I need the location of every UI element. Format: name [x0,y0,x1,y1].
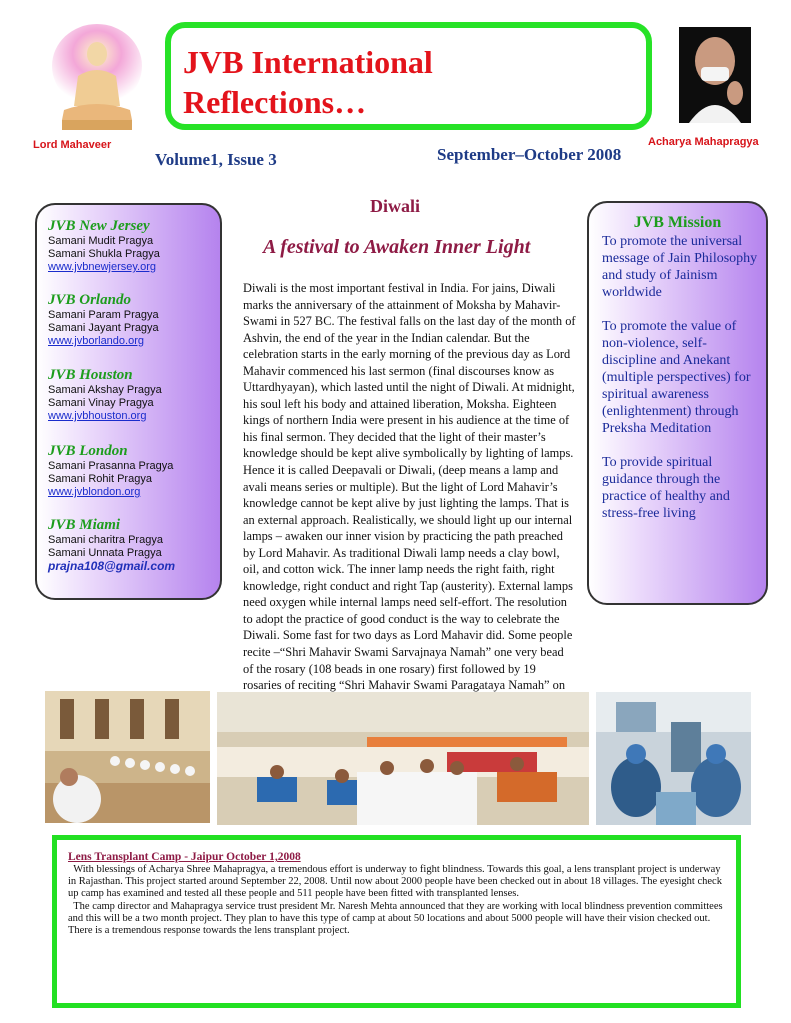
camp-body [68,864,728,937]
article-title: Diwali [370,196,421,216]
center-samani: Samani Prasanna Pragya [48,460,174,472]
mission-paragraph: To provide spiritual guidance through the practice of healthy and stress-free living [602,455,730,521]
diwali-gathering-photo [217,692,589,825]
camp-paragraph-text: With blessings of Acharya Shree Mahapragya, a tremendous effort is underway to fight blindness. Towards this goal, a lens transplant project is underway in Rajasthan. This project started around September 22, 2008. Until now about 2000 people have been checked out in about 18 villages. The eyesight check up camp has examined and tested all these people and 511 people have been fitted with transplanted lenses. [68,864,722,900]
center-miami [48,517,175,573]
center-website-link[interactable]: www.jvblondon.org [48,486,141,498]
center-heading: JVB London [48,443,128,459]
article-body: Diwali is the most important festival in India. For jains, Diwali marks the anniversary of the attainment of Moksha by Mahavir-Swami in 527 BC. The festival falls on the last day of the month of Ashvin, the end of the year in the Indian calendar. But the celebration starts in the early morning of the previous day as Lord Mahavir commenced his last sermon (final discourses know as Uttardhyayan), which lasted until the night of Diwali. At midnight, his soul left his body and attained liberation, Moksha. Eighteen kings of northern India were present in his audience at the time of his final sermon. They decided that the light of their master’s knowledge should be kept alive symbolically by lighting of lamps. Hence it is called Deepavali or Diwali, (deep means a lamp and avali means series or multiple). But the light of Lord Mahavir’s knowledge cannot be kept alive by just lighting the lamps. That is an external approach. Realistically, we should light up our internal lamps – awaken our inner vision by practicing the path preached by Lord Mahavir. As traditional Diwali lamp needs a clay bowl, oil, and cotton wick. The inner lamp needs the right faith, right knowledge, right conduct and right Tap (austerity). External lamps need oxygen while internal lamps need self-effort. The resolution to adopt the practice of good conduct is the way to celebrate the Diwali. Some fast for two days as Lord Mahavir did. Some people recite –“Shri Mahavir Swami Sarvajnaya Namah” one very bead of the rosary (108 beads in one rosary) first followed by 19 rosaries of reciting “Shri Mahavir Swami Paragataya Namah” on [243,281,576,693]
discourse-hall-photo [45,691,210,823]
center-samani: Samani Mudit Pragya [48,235,154,247]
center-website-link[interactable]: www.jvborlando.org [48,335,144,347]
center-heading: JVB Orlando [48,292,131,308]
center-samani: Samani Unnata Pragya [48,547,162,559]
center-samani: Samani Rohit Pragya [48,473,152,485]
center-website-link[interactable]: www.jvbnewjersey.org [48,261,157,273]
camp-title: Lens Transplant Camp - Jaipur October 1,2008 [68,851,301,863]
center-samani: Samani charitra Pragya [48,534,163,546]
lord-mahaveer-caption: Lord Mahaveer [33,139,112,151]
center-heading: JVB Houston [48,367,133,383]
acharya-mahapragya-photo [679,27,751,123]
camp-paragraph [68,901,728,938]
center-samani: Samani Param Pragya [48,309,159,321]
title-line-2: Reflections… [183,84,367,120]
acharya-caption: Acharya Mahapragya [648,136,759,148]
center-orlando [48,292,159,348]
volume-issue: Volume1, Issue 3 [155,150,277,169]
camp-paragraph-text: The camp director and Mahapragya service trust president Mr. Naresh Mehta announced that they are working with local blindness prevention committees and this will be a two month project. They plan to have this type of camp at about 50 locations and about 5000 people will have their vision checked out. There is a tremendous response towards the lens transplant project. [68,900,723,937]
eye-surgery-photo [596,692,751,825]
center-website-link[interactable]: www.jvbhouston.org [48,410,147,422]
center-samani: Samani Akshay Pragya [48,384,162,396]
mission-paragraph: To promote the universal message of Jain Philosophy and study of Jainism worldwide [602,234,758,300]
center-samani: Samani Shukla Pragya [48,248,160,260]
center-samani: Samani Jayant Pragya [48,322,159,334]
mission-text [602,233,758,539]
lord-mahaveer-image [48,24,146,134]
center-heading: JVB New Jersey [48,218,150,234]
issue-date: September–October 2008 [437,145,622,164]
center-heading: JVB Miami [48,517,121,533]
center-london [48,443,173,499]
title-line-1: JVB International [183,44,433,80]
center-houston [48,367,162,423]
center-new-jersey [48,218,160,274]
article-subtitle: A festival to Awaken Inner Light [263,236,531,258]
camp-paragraph [68,864,728,901]
mission-title: JVB Mission [633,214,722,231]
newsletter-title [183,42,433,122]
center-samani: Samani Vinay Pragya [48,397,154,409]
center-email-link[interactable]: prajna108@gmail.com [48,559,176,573]
mission-paragraph: To promote the value of non-violence, self-discipline and Anekant (multiple perspectives) for spiritual awareness (enlightenment) through Preksha Meditation [602,319,751,436]
